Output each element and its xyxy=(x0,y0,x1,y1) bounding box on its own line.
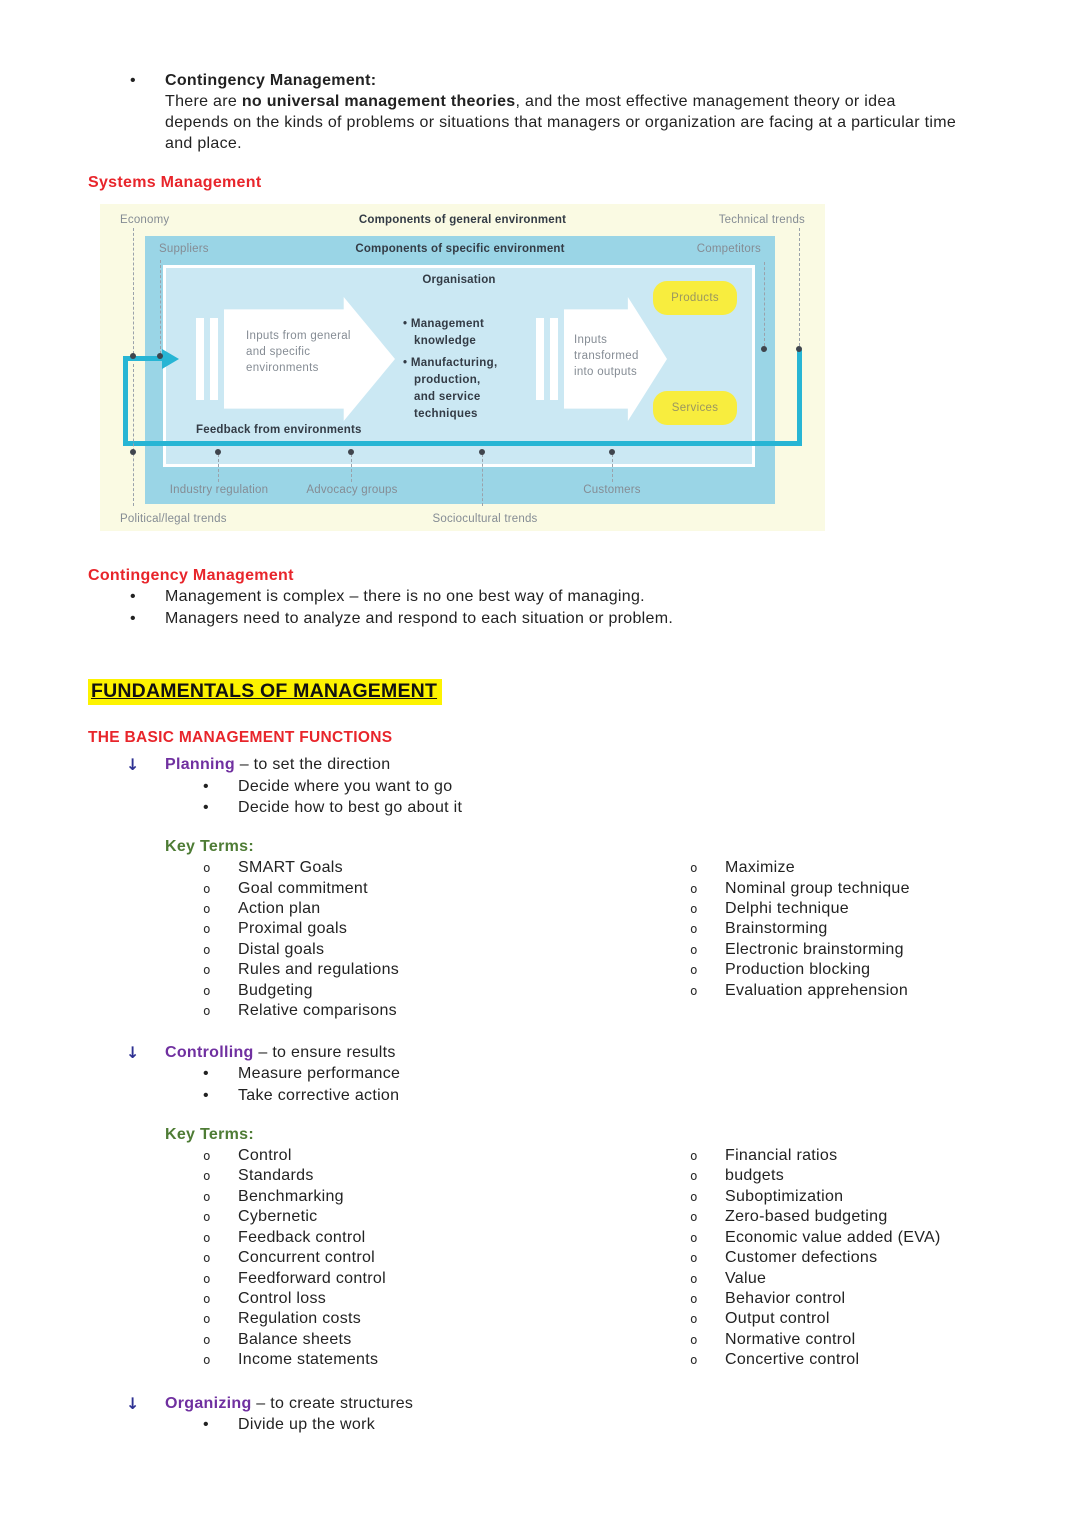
function-planning xyxy=(126,754,1080,776)
circle-bullet: o xyxy=(203,1250,211,1266)
connector-dot xyxy=(215,449,221,455)
competitors-dashed-line xyxy=(764,262,765,346)
function-name: Organizing xyxy=(165,1394,252,1412)
term-row xyxy=(690,879,910,899)
key-term: Relative comparisons xyxy=(238,1002,397,1020)
intro-body xyxy=(165,91,960,154)
input-bar xyxy=(196,318,204,400)
circle-bullet: o xyxy=(203,1270,211,1286)
connector-dot xyxy=(348,449,354,455)
bullet-dot: • xyxy=(130,609,136,627)
controlling-bullets xyxy=(203,1063,1080,1106)
feedback-arrowhead-icon xyxy=(162,349,179,369)
contingency-bullets xyxy=(130,586,1080,629)
systems-management-heading: Systems Management xyxy=(88,174,262,191)
bullet-text: Measure performance xyxy=(238,1065,401,1083)
circle-bullet: o xyxy=(690,1331,698,1347)
key-term: Behavior control xyxy=(725,1289,846,1307)
terms-column-left xyxy=(203,1146,690,1371)
basic-functions-heading: THE BASIC MANAGEMENT FUNCTIONS xyxy=(88,729,393,746)
term-row xyxy=(690,899,910,919)
function-desc: – to ensure results xyxy=(253,1043,396,1061)
key-term: Delphi technique xyxy=(725,900,849,917)
key-terms-heading: Key Terms: xyxy=(165,1125,254,1143)
connector-dot xyxy=(796,346,802,352)
circle-bullet: o xyxy=(690,982,698,998)
key-term: Zero-based budgeting xyxy=(725,1208,888,1226)
sociocultural-dashed-line xyxy=(482,454,483,506)
key-term: Concertive control xyxy=(725,1351,860,1369)
key-term: Electronic brainstorming xyxy=(725,940,904,958)
circle-bullet: o xyxy=(690,1270,698,1286)
key-term: Distal goals xyxy=(238,940,325,958)
key-term: Financial ratios xyxy=(725,1146,838,1164)
circle-bullet: o xyxy=(690,1290,698,1306)
advocacy-dashed-line xyxy=(351,454,352,482)
process-line: knowledge xyxy=(414,335,477,347)
arrow-bullet-icon: ↓ xyxy=(126,755,140,774)
organisation-processes-text xyxy=(403,316,523,423)
bullet-text: Divide up the work xyxy=(238,1416,376,1434)
intro-body-pre: There are xyxy=(165,93,242,110)
intro-body-bold: no universal management theories xyxy=(241,93,516,110)
function-name: Controlling xyxy=(165,1043,254,1061)
key-term: SMART Goals xyxy=(238,859,343,877)
circle-bullet: o xyxy=(203,1331,211,1347)
circle-bullet: o xyxy=(690,860,698,876)
key-term: Production blocking xyxy=(725,961,871,979)
key-term: Feedforward control xyxy=(238,1269,386,1287)
list-item xyxy=(203,776,1080,797)
bullet-dot: • xyxy=(203,777,209,795)
term-row xyxy=(203,1207,690,1227)
term-row xyxy=(690,960,910,980)
list-item xyxy=(203,1063,1080,1084)
intro-section xyxy=(130,70,960,154)
economy-dashed-line xyxy=(133,228,134,354)
bullet-dot: • xyxy=(203,1065,209,1083)
function-title xyxy=(165,1042,396,1064)
bullet-dot: • xyxy=(203,798,209,816)
term-row xyxy=(203,879,690,899)
bullet-dot: • xyxy=(203,1086,209,1104)
term-row xyxy=(203,960,690,980)
term-row xyxy=(203,1166,690,1186)
term-row xyxy=(203,1309,690,1329)
feedback-line-left xyxy=(123,356,128,446)
term-row xyxy=(690,1289,941,1309)
key-term: Budgeting xyxy=(238,981,313,999)
transform-bar xyxy=(550,318,558,400)
process-line: production, xyxy=(414,374,481,386)
key-term: Standards xyxy=(238,1167,314,1185)
key-term: Action plan xyxy=(238,900,321,917)
function-title xyxy=(165,754,390,776)
bullet-text: Management is complex – there is no one best way of managing. xyxy=(165,588,645,605)
term-row xyxy=(203,1001,690,1021)
systems-diagram xyxy=(100,204,825,531)
key-term: Goal commitment xyxy=(238,879,368,897)
general-environment-label: Components of general environment xyxy=(358,214,567,226)
transform-bar xyxy=(536,318,544,400)
term-row xyxy=(690,1309,941,1329)
key-term: Control loss xyxy=(238,1289,327,1307)
term-row xyxy=(203,1289,690,1309)
feedback-line-right xyxy=(797,350,802,446)
inputs-line: Inputs from general xyxy=(246,330,351,342)
circle-bullet: o xyxy=(690,1352,698,1368)
circle-bullet: o xyxy=(203,941,211,957)
circle-bullet: o xyxy=(203,1229,211,1245)
feedback-line-horizontal xyxy=(123,441,802,446)
circle-bullet: o xyxy=(203,1290,211,1306)
circle-bullet: o xyxy=(203,1147,211,1163)
arrow-bullet-icon: ↓ xyxy=(126,1393,140,1413)
key-term: Customer defections xyxy=(725,1249,878,1267)
key-term: Balance sheets xyxy=(238,1330,352,1348)
key-term: Nominal group technique xyxy=(725,879,910,897)
key-term: Suboptimization xyxy=(725,1187,844,1205)
function-desc: – to set the direction xyxy=(234,756,391,773)
key-terms-heading: Key Terms: xyxy=(165,838,254,856)
advocacy-groups-label: Advocacy groups xyxy=(306,484,398,496)
controlling-terms xyxy=(203,1146,1080,1371)
term-row xyxy=(203,940,690,960)
fundamentals-title-wrap xyxy=(88,679,1080,705)
process-line: techniques xyxy=(414,408,478,420)
term-row xyxy=(690,919,910,939)
terms-column-right xyxy=(690,858,910,1022)
contingency-heading: Contingency Management xyxy=(88,567,294,584)
customers-label: Customers xyxy=(583,484,641,496)
circle-bullet: o xyxy=(690,1188,698,1204)
inputs-arrow-text xyxy=(246,328,351,376)
inputs-line: environments xyxy=(246,362,319,374)
term-row xyxy=(690,940,910,960)
circle-bullet: o xyxy=(203,982,211,998)
circle-bullet: o xyxy=(690,1209,698,1225)
circle-bullet: o xyxy=(203,1209,211,1225)
connector-dot xyxy=(761,346,767,352)
term-row xyxy=(203,1350,690,1370)
fundamentals-title: FUNDAMENTALS OF MANAGEMENT xyxy=(88,679,442,705)
intro-text xyxy=(165,70,960,154)
term-row xyxy=(203,919,690,939)
services-badge: Services xyxy=(653,391,737,425)
circle-bullet: o xyxy=(203,1311,211,1327)
organizing-bullets xyxy=(203,1414,1080,1435)
circle-bullet: o xyxy=(690,1250,698,1266)
bullet-dot: • xyxy=(130,588,136,605)
function-desc: – to create structures xyxy=(251,1394,414,1412)
term-row xyxy=(203,899,690,919)
arrow-bullet-icon: ↓ xyxy=(126,1042,140,1062)
function-name: Planning xyxy=(165,756,235,773)
key-term: Control xyxy=(238,1146,292,1164)
connector-dot xyxy=(130,449,136,455)
process-line: and service xyxy=(414,391,481,403)
key-term: budgets xyxy=(725,1167,785,1185)
term-row xyxy=(690,1187,941,1207)
terms-column-right xyxy=(690,1146,941,1371)
term-row xyxy=(203,981,690,1001)
key-term: Maximize xyxy=(725,859,795,877)
list-item xyxy=(203,797,1080,818)
bullet-text: Decide where you want to go xyxy=(238,777,453,795)
circle-bullet: o xyxy=(690,921,698,937)
circle-bullet: o xyxy=(203,921,211,937)
circle-bullet: o xyxy=(203,1168,211,1184)
circle-bullet: o xyxy=(203,860,211,876)
political-dashed-line xyxy=(133,364,134,506)
key-term: Regulation costs xyxy=(238,1310,362,1328)
list-item xyxy=(203,1085,1080,1106)
circle-bullet: o xyxy=(203,1188,211,1204)
key-term: Cybernetic xyxy=(238,1208,318,1226)
term-row xyxy=(690,1269,941,1289)
circle-bullet: o xyxy=(690,941,698,957)
term-row xyxy=(203,858,690,878)
process-line: • Management xyxy=(403,318,485,330)
list-item xyxy=(130,586,1080,608)
competitors-label: Competitors xyxy=(696,243,761,255)
bullet-dot: • xyxy=(203,1416,209,1434)
circle-bullet: o xyxy=(203,880,211,896)
circle-bullet: o xyxy=(690,1147,698,1163)
circle-bullet: o xyxy=(690,1168,698,1184)
bullet-text: Decide how to best go about it xyxy=(238,798,463,816)
term-row xyxy=(690,1248,941,1268)
term-row xyxy=(690,1330,941,1350)
suppliers-label: Suppliers xyxy=(159,243,209,255)
industry-dashed-line xyxy=(218,454,219,482)
circle-bullet: o xyxy=(690,1311,698,1327)
transform-line: Inputs xyxy=(574,334,608,346)
economy-label: Economy xyxy=(120,214,170,226)
suppliers-dashed-line xyxy=(160,260,161,354)
function-controlling xyxy=(126,1042,1080,1064)
key-term: Concurrent control xyxy=(238,1249,376,1267)
key-term: Brainstorming xyxy=(725,920,828,938)
feedback-label: Feedback from environments xyxy=(196,424,362,436)
key-term: Evaluation apprehension xyxy=(725,981,909,999)
technical-dashed-line xyxy=(799,228,800,346)
planning-terms xyxy=(203,858,1080,1022)
term-row xyxy=(203,1330,690,1350)
connector-dot xyxy=(609,449,615,455)
function-title xyxy=(165,1393,413,1415)
sociocultural-label: Sociocultural trends xyxy=(432,513,538,525)
circle-bullet: o xyxy=(203,962,211,978)
term-row xyxy=(203,1146,690,1166)
specific-environment-label: Components of specific environment xyxy=(355,243,565,255)
circle-bullet: o xyxy=(690,901,698,916)
term-row xyxy=(690,1166,941,1186)
term-row xyxy=(690,1207,941,1227)
key-term: Rules and regulations xyxy=(238,961,400,979)
key-term: Normative control xyxy=(725,1330,856,1348)
transform-arrow-text xyxy=(574,332,639,380)
technical-trends-label: Technical trends xyxy=(718,214,805,226)
key-term: Value xyxy=(725,1269,767,1287)
terms-column-left xyxy=(203,858,690,1022)
term-row xyxy=(203,1228,690,1248)
planning-bullets xyxy=(203,776,1080,819)
bullet-text: Managers need to analyze and respond to each situation or problem. xyxy=(165,609,674,627)
circle-bullet: o xyxy=(690,962,698,978)
term-row xyxy=(690,981,910,1001)
key-term: Benchmarking xyxy=(238,1187,344,1205)
term-row xyxy=(203,1187,690,1207)
connector-dot xyxy=(130,353,136,359)
products-badge: Products xyxy=(653,281,737,315)
term-row xyxy=(690,1146,941,1166)
circle-bullet: o xyxy=(690,880,698,896)
term-row xyxy=(690,1228,941,1248)
bullet-dot: • xyxy=(130,72,136,89)
key-term: Economic value added (EVA) xyxy=(725,1228,941,1246)
political-legal-label: Political/legal trends xyxy=(120,513,227,525)
term-row xyxy=(203,1269,690,1289)
intro-body-post: , and the most effective management theory or idea depends on the kinds of problems or situations that managers or organization are facing at a particular time and place. xyxy=(165,93,957,152)
key-term: Feedback control xyxy=(238,1228,366,1246)
connector-dot xyxy=(479,449,485,455)
transform-line: into outputs xyxy=(574,366,638,378)
transform-line: transformed xyxy=(574,350,639,362)
key-term: Output control xyxy=(725,1310,830,1328)
term-row xyxy=(203,1248,690,1268)
term-row xyxy=(690,1350,941,1370)
key-term: Proximal goals xyxy=(238,920,348,938)
circle-bullet: o xyxy=(203,1003,211,1019)
customers-dashed-line xyxy=(612,454,613,482)
function-organizing xyxy=(126,1393,1080,1415)
organisation-label: Organisation xyxy=(422,274,496,286)
term-row xyxy=(690,858,910,878)
circle-bullet: o xyxy=(690,1229,698,1245)
circle-bullet: o xyxy=(203,901,211,916)
connector-dot xyxy=(157,353,163,359)
bullet-text: Take corrective action xyxy=(238,1086,400,1104)
intro-title: Contingency Management: xyxy=(165,72,377,89)
circle-bullet: o xyxy=(203,1352,211,1368)
list-item xyxy=(130,608,1080,630)
key-term: Income statements xyxy=(238,1351,379,1369)
inputs-line: and specific xyxy=(246,346,311,358)
input-bar xyxy=(210,318,218,400)
industry-regulation-label: Industry regulation xyxy=(169,484,269,496)
list-item xyxy=(203,1414,1080,1435)
process-line: • Manufacturing, xyxy=(403,357,498,369)
